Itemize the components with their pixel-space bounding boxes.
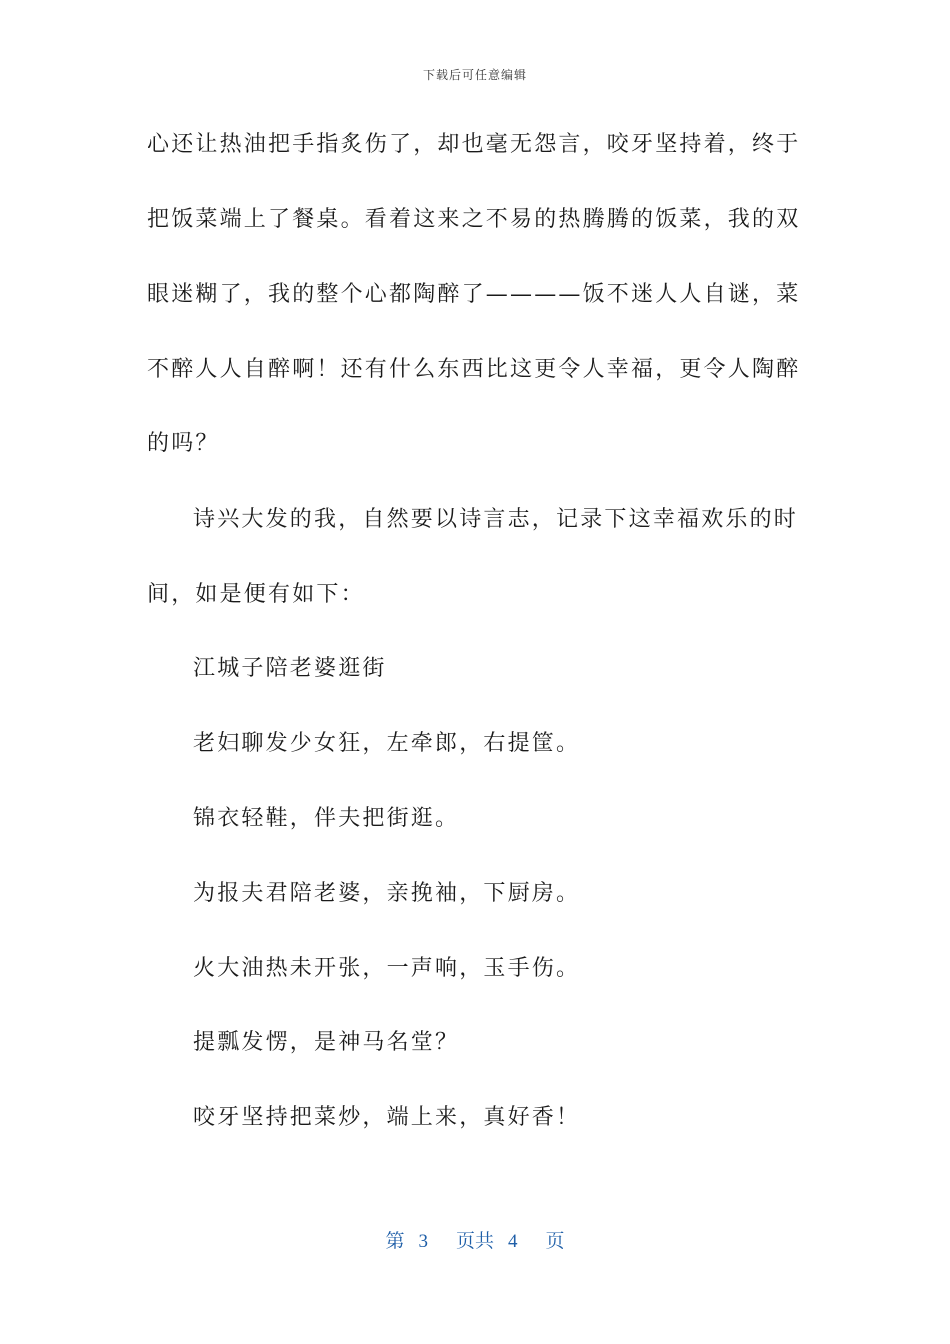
body-line: 把饭菜端上了餐桌。看着这来之不易的热腾腾的饭菜，我的双 — [147, 207, 801, 232]
poem-line: 火大油热未开张，一声响，玉手伤。 — [193, 956, 581, 981]
page-header: 下载后可任意编辑 — [422, 68, 527, 82]
poem-line: 锦衣轻鞋，伴夫把街逛。 — [193, 806, 460, 831]
body-line: 的吗？ — [147, 431, 220, 456]
page-label-prefix: 第 — [385, 1231, 405, 1252]
body-line: 眼迷糊了，我的整个心都陶醉了————饭不迷人人自谜，菜 — [147, 282, 801, 307]
current-page-number: 3 — [418, 1231, 428, 1252]
poem-line: 提瓢发愣，是神马名堂？ — [193, 1030, 460, 1055]
poem-line: 咬牙坚持把菜炒，端上来，真好香！ — [193, 1105, 581, 1130]
paragraph-first-line: 诗兴大发的我，自然要以诗言志，记录下这幸福欢乐的时 — [193, 507, 799, 532]
poem-line: 为报夫君陪老婆，亲挽袖，下厨房。 — [193, 881, 581, 906]
body-line: 心还让热油把手指炙伤了，却也毫无怨言，咬牙坚持着，终于 — [147, 132, 801, 157]
page-number-footer — [0, 1226, 950, 1253]
page-label-mid: 页共 — [455, 1231, 494, 1252]
poem-line: 老妇聊发少女狂，左牵郎，右提筐。 — [193, 731, 581, 756]
total-pages-number: 4 — [508, 1231, 518, 1252]
body-line: 不醉人人自醉啊！还有什么东西比这更令人幸福，更令人陶醉 — [147, 357, 801, 382]
poem-title: 江城子陪老婆逛街 — [193, 656, 387, 681]
body-line: 间，如是便有如下： — [147, 582, 365, 607]
page-label-suffix: 页 — [545, 1231, 565, 1252]
